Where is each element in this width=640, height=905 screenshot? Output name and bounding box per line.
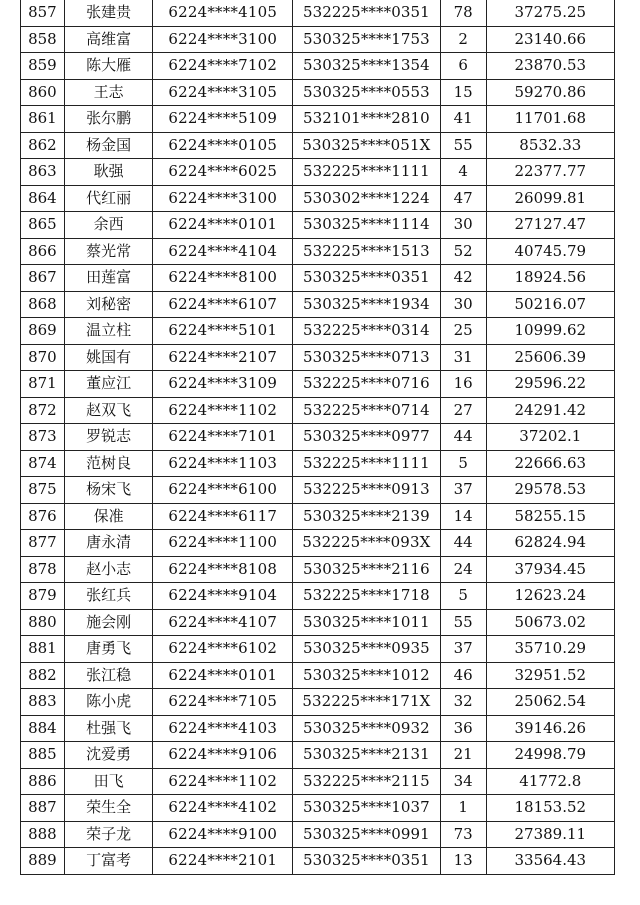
count-cell: 21: [440, 742, 486, 769]
amount-cell: 22377.77: [486, 159, 614, 186]
card-number-cell: 6224****7101: [153, 424, 293, 451]
row-number-cell: 872: [21, 397, 65, 424]
table-row: [21, 106, 615, 133]
card-number-cell: 6224****8108: [153, 556, 293, 583]
count-cell: 31: [440, 344, 486, 371]
table-row: [21, 132, 615, 159]
name-cell: 丁富考: [64, 848, 153, 875]
amount-cell: 18924.56: [486, 265, 614, 292]
id-number-cell: 530325****0351: [293, 848, 441, 875]
card-number-cell: 6224****3109: [153, 371, 293, 398]
row-number-cell: 858: [21, 26, 65, 53]
table-row: [21, 185, 615, 212]
row-number-cell: 888: [21, 821, 65, 848]
amount-cell: 23870.53: [486, 53, 614, 80]
row-number-cell: 867: [21, 265, 65, 292]
count-cell: 47: [440, 185, 486, 212]
name-cell: 杜强飞: [64, 715, 153, 742]
card-number-cell: 6224****5101: [153, 318, 293, 345]
table-row: [21, 291, 615, 318]
card-number-cell: 6224****9100: [153, 821, 293, 848]
amount-cell: 37934.45: [486, 556, 614, 583]
count-cell: 32: [440, 689, 486, 716]
id-number-cell: 532225****093X: [293, 530, 441, 557]
amount-cell: 10999.62: [486, 318, 614, 345]
row-number-cell: 876: [21, 503, 65, 530]
table-row: [21, 212, 615, 239]
table-row: [21, 636, 615, 663]
id-number-cell: 530325****0553: [293, 79, 441, 106]
row-number-cell: 869: [21, 318, 65, 345]
row-number-cell: 863: [21, 159, 65, 186]
id-number-cell: 530325****2116: [293, 556, 441, 583]
name-cell: 保准: [64, 503, 153, 530]
card-number-cell: 6224****6102: [153, 636, 293, 663]
table-row: [21, 715, 615, 742]
name-cell: 张尔鹏: [64, 106, 153, 133]
amount-cell: 27127.47: [486, 212, 614, 239]
table-row: [21, 609, 615, 636]
id-number-cell: 530325****0713: [293, 344, 441, 371]
amount-cell: 41772.8: [486, 768, 614, 795]
id-number-cell: 530325****1934: [293, 291, 441, 318]
name-cell: 唐勇飞: [64, 636, 153, 663]
amount-cell: 25606.39: [486, 344, 614, 371]
table-row: [21, 159, 615, 186]
table-row: [21, 530, 615, 557]
table-row: [21, 503, 615, 530]
count-cell: 4: [440, 159, 486, 186]
amount-cell: 50673.02: [486, 609, 614, 636]
table-row: [21, 848, 615, 875]
name-cell: 罗锐志: [64, 424, 153, 451]
id-number-cell: 532225****2115: [293, 768, 441, 795]
name-cell: 余西: [64, 212, 153, 239]
amount-cell: 59270.86: [486, 79, 614, 106]
name-cell: 张红兵: [64, 583, 153, 610]
count-cell: 14: [440, 503, 486, 530]
row-number-cell: 865: [21, 212, 65, 239]
card-number-cell: 6224****2107: [153, 344, 293, 371]
name-cell: 田飞: [64, 768, 153, 795]
count-cell: 1: [440, 795, 486, 822]
row-number-cell: 885: [21, 742, 65, 769]
id-number-cell: 530325****0351: [293, 265, 441, 292]
count-cell: 25: [440, 318, 486, 345]
table-row: [21, 556, 615, 583]
name-cell: 耿强: [64, 159, 153, 186]
id-number-cell: 530325****1012: [293, 662, 441, 689]
id-number-cell: 532225****0716: [293, 371, 441, 398]
count-cell: 55: [440, 609, 486, 636]
id-number-cell: 532225****171X: [293, 689, 441, 716]
id-number-cell: 530325****0935: [293, 636, 441, 663]
id-number-cell: 532225****0314: [293, 318, 441, 345]
row-number-cell: 881: [21, 636, 65, 663]
count-cell: 15: [440, 79, 486, 106]
amount-cell: 29578.53: [486, 477, 614, 504]
card-number-cell: 6224****6100: [153, 477, 293, 504]
id-number-cell: 532225****1111: [293, 159, 441, 186]
card-number-cell: 6224****9104: [153, 583, 293, 610]
row-number-cell: 871: [21, 371, 65, 398]
row-number-cell: 884: [21, 715, 65, 742]
name-cell: 姚国有: [64, 344, 153, 371]
amount-cell: 29596.22: [486, 371, 614, 398]
row-number-cell: 870: [21, 344, 65, 371]
name-cell: 赵双飞: [64, 397, 153, 424]
id-number-cell: 530325****1037: [293, 795, 441, 822]
count-cell: 5: [440, 450, 486, 477]
card-number-cell: 6224****0105: [153, 132, 293, 159]
amount-cell: 39146.26: [486, 715, 614, 742]
id-number-cell: 532225****0714: [293, 397, 441, 424]
amount-cell: 18153.52: [486, 795, 614, 822]
roster-table: [20, 0, 615, 875]
table-row: [21, 795, 615, 822]
name-cell: 王志: [64, 79, 153, 106]
name-cell: 荣子龙: [64, 821, 153, 848]
table-row: [21, 450, 615, 477]
name-cell: 赵小志: [64, 556, 153, 583]
count-cell: 37: [440, 636, 486, 663]
row-number-cell: 878: [21, 556, 65, 583]
row-number-cell: 868: [21, 291, 65, 318]
count-cell: 52: [440, 238, 486, 265]
count-cell: 73: [440, 821, 486, 848]
amount-cell: 62824.94: [486, 530, 614, 557]
row-number-cell: 880: [21, 609, 65, 636]
table-row: [21, 26, 615, 53]
name-cell: 刘秘密: [64, 291, 153, 318]
amount-cell: 32951.52: [486, 662, 614, 689]
count-cell: 41: [440, 106, 486, 133]
amount-cell: 50216.07: [486, 291, 614, 318]
table-row: [21, 583, 615, 610]
count-cell: 42: [440, 265, 486, 292]
table-row: [21, 265, 615, 292]
amount-cell: 25062.54: [486, 689, 614, 716]
amount-cell: 58255.15: [486, 503, 614, 530]
id-number-cell: 532225****1718: [293, 583, 441, 610]
amount-cell: 22666.63: [486, 450, 614, 477]
row-number-cell: 873: [21, 424, 65, 451]
card-number-cell: 6224****8100: [153, 265, 293, 292]
row-number-cell: 889: [21, 848, 65, 875]
id-number-cell: 530302****1224: [293, 185, 441, 212]
id-number-cell: 530325****1011: [293, 609, 441, 636]
count-cell: 30: [440, 291, 486, 318]
card-number-cell: 6224****6107: [153, 291, 293, 318]
table-row: [21, 424, 615, 451]
id-number-cell: 532101****2810: [293, 106, 441, 133]
amount-cell: 37275.25: [486, 0, 614, 26]
row-number-cell: 882: [21, 662, 65, 689]
name-cell: 荣生全: [64, 795, 153, 822]
card-number-cell: 6224****6025: [153, 159, 293, 186]
row-number-cell: 877: [21, 530, 65, 557]
row-number-cell: 866: [21, 238, 65, 265]
roster-table-body: [21, 0, 615, 874]
card-number-cell: 6224****1102: [153, 768, 293, 795]
table-row: [21, 768, 615, 795]
table-row: [21, 662, 615, 689]
card-number-cell: 6224****3100: [153, 185, 293, 212]
count-cell: 44: [440, 424, 486, 451]
id-number-cell: 532225****1513: [293, 238, 441, 265]
name-cell: 杨宋飞: [64, 477, 153, 504]
amount-cell: 24291.42: [486, 397, 614, 424]
name-cell: 杨金国: [64, 132, 153, 159]
id-number-cell: 530325****2139: [293, 503, 441, 530]
id-number-cell: 530325****1114: [293, 212, 441, 239]
id-number-cell: 532225****1111: [293, 450, 441, 477]
id-number-cell: 532225****0913: [293, 477, 441, 504]
row-number-cell: 860: [21, 79, 65, 106]
id-number-cell: 530325****0932: [293, 715, 441, 742]
card-number-cell: 6224****9106: [153, 742, 293, 769]
row-number-cell: 864: [21, 185, 65, 212]
name-cell: 田莲富: [64, 265, 153, 292]
name-cell: 温立柱: [64, 318, 153, 345]
name-cell: 张江稳: [64, 662, 153, 689]
amount-cell: 37202.1: [486, 424, 614, 451]
count-cell: 55: [440, 132, 486, 159]
card-number-cell: 6224****2101: [153, 848, 293, 875]
count-cell: 44: [440, 530, 486, 557]
count-cell: 2: [440, 26, 486, 53]
card-number-cell: 6224****6117: [153, 503, 293, 530]
count-cell: 13: [440, 848, 486, 875]
count-cell: 27: [440, 397, 486, 424]
id-number-cell: 532225****0351: [293, 0, 441, 26]
amount-cell: 24998.79: [486, 742, 614, 769]
table-row: [21, 689, 615, 716]
card-number-cell: 6224****0101: [153, 212, 293, 239]
table-row: [21, 344, 615, 371]
card-number-cell: 6224****0101: [153, 662, 293, 689]
name-cell: 沈爱勇: [64, 742, 153, 769]
count-cell: 34: [440, 768, 486, 795]
count-cell: 37: [440, 477, 486, 504]
amount-cell: 23140.66: [486, 26, 614, 53]
row-number-cell: 874: [21, 450, 65, 477]
card-number-cell: 6224****4105: [153, 0, 293, 26]
count-cell: 46: [440, 662, 486, 689]
amount-cell: 11701.68: [486, 106, 614, 133]
card-number-cell: 6224****7102: [153, 53, 293, 80]
name-cell: 代红丽: [64, 185, 153, 212]
name-cell: 蔡光常: [64, 238, 153, 265]
row-number-cell: 859: [21, 53, 65, 80]
row-number-cell: 861: [21, 106, 65, 133]
card-number-cell: 6224****7105: [153, 689, 293, 716]
amount-cell: 40745.79: [486, 238, 614, 265]
table-row: [21, 0, 615, 26]
id-number-cell: 530325****2131: [293, 742, 441, 769]
id-number-cell: 530325****0977: [293, 424, 441, 451]
card-number-cell: 6224****3100: [153, 26, 293, 53]
amount-cell: 35710.29: [486, 636, 614, 663]
name-cell: 张建贵: [64, 0, 153, 26]
card-number-cell: 6224****1102: [153, 397, 293, 424]
row-number-cell: 879: [21, 583, 65, 610]
count-cell: 6: [440, 53, 486, 80]
name-cell: 范树良: [64, 450, 153, 477]
amount-cell: 26099.81: [486, 185, 614, 212]
row-number-cell: 875: [21, 477, 65, 504]
table-row: [21, 371, 615, 398]
count-cell: 78: [440, 0, 486, 26]
table-row: [21, 477, 615, 504]
card-number-cell: 6224****4107: [153, 609, 293, 636]
table-row: [21, 318, 615, 345]
amount-cell: 33564.43: [486, 848, 614, 875]
card-number-cell: 6224****5109: [153, 106, 293, 133]
table-row: [21, 742, 615, 769]
card-number-cell: 6224****3105: [153, 79, 293, 106]
name-cell: 董应江: [64, 371, 153, 398]
row-number-cell: 857: [21, 0, 65, 26]
row-number-cell: 862: [21, 132, 65, 159]
count-cell: 24: [440, 556, 486, 583]
id-number-cell: 530325****1354: [293, 53, 441, 80]
count-cell: 5: [440, 583, 486, 610]
card-number-cell: 6224****4103: [153, 715, 293, 742]
table-row: [21, 53, 615, 80]
row-number-cell: 887: [21, 795, 65, 822]
count-cell: 16: [440, 371, 486, 398]
table-row: [21, 79, 615, 106]
table-row: [21, 238, 615, 265]
name-cell: 唐永清: [64, 530, 153, 557]
row-number-cell: 886: [21, 768, 65, 795]
amount-cell: 27389.11: [486, 821, 614, 848]
name-cell: 施会刚: [64, 609, 153, 636]
table-row: [21, 821, 615, 848]
amount-cell: 12623.24: [486, 583, 614, 610]
id-number-cell: 530325****1753: [293, 26, 441, 53]
card-number-cell: 6224****1100: [153, 530, 293, 557]
name-cell: 陈大雁: [64, 53, 153, 80]
name-cell: 陈小虎: [64, 689, 153, 716]
count-cell: 30: [440, 212, 486, 239]
card-number-cell: 6224****1103: [153, 450, 293, 477]
card-number-cell: 6224****4102: [153, 795, 293, 822]
table-row: [21, 397, 615, 424]
row-number-cell: 883: [21, 689, 65, 716]
id-number-cell: 530325****051X: [293, 132, 441, 159]
name-cell: 高维富: [64, 26, 153, 53]
id-number-cell: 530325****0991: [293, 821, 441, 848]
count-cell: 36: [440, 715, 486, 742]
card-number-cell: 6224****4104: [153, 238, 293, 265]
amount-cell: 8532.33: [486, 132, 614, 159]
